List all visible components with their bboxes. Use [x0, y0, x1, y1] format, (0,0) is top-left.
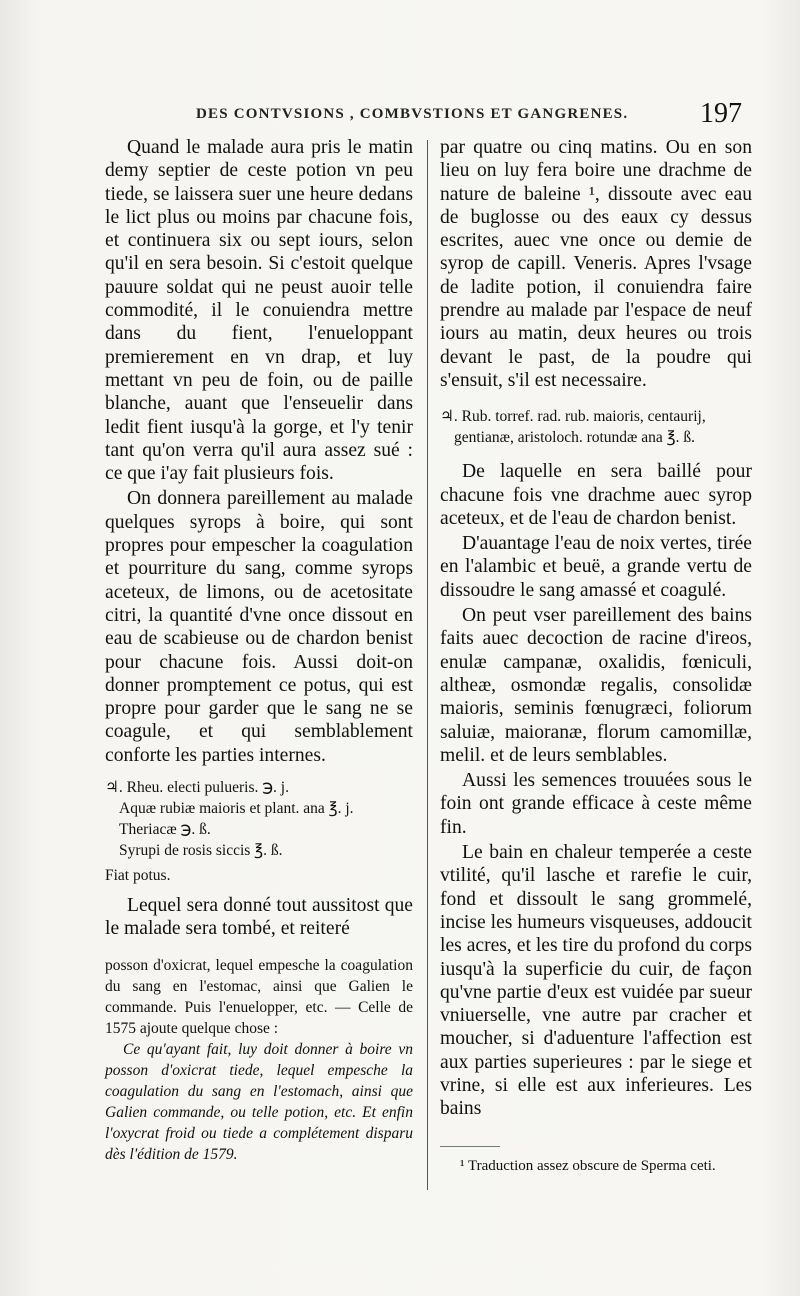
right-paragraph-5: Aussi les semences trouuées sous le foin ont grande efficace à ceste même fin.	[440, 770, 752, 838]
recipe-line: Syrupi de rosis siccis ℥. ß.	[119, 842, 283, 860]
right-column	[440, 136, 752, 1121]
recipe-line: ♃. Rub. torref. rad. rub. maioris, centaurij,	[440, 408, 706, 426]
right-paragraph-3: D'auantage l'eau de noix vertes, tirée en l'alambic et beuë, a grande vertu de dissoudre le sang amassé et coagulé.	[440, 533, 752, 601]
left-recipe	[105, 777, 413, 886]
right-paragraph-6: Le bain en chaleur temperée a ceste vtilité, qu'il lasche et rarefie le cuir, fond et dissoult le sang grommelé, incise les humeurs visqueuses, addoucit les acres, et les tire du profond du corps iusqu'à la superficie du cuir, de façon qu'vne partie d'eux est vuidée par sueur vniuerselle, vne autre par cracher et moucher, si d'aduenture l'affection est aux parties superieures : par le siege et vrine, si elle est aux inferieures. Les bains	[440, 842, 752, 1120]
right-paragraph-1: par quatre ou cinq matins. Ou en son lieu on luy fera boire une drachme de nature de baleine ¹, dissoute avec eau de buglosse ou des eaux cy dessus escrites, auec vne once ou demie de syrop de capill. Veneris. Apres l'vsage de ladite potion, il conuiendra faire prendre au malade par l'espace de neuf iours au matin, deux heures ou trois devant le past, de la poudre qui s'ensuit, s'il est necessaire.	[440, 137, 752, 391]
right-paragraph-4: On peut vser pareillement des bains faits auec decoction de racine d'ireos, enulæ campanæ, oxalidis, fœniculi, altheæ, osmondæ regalis, consolidæ maioris, seminis fœnugræci, foliorum saluiæ, maioranæ, florum camomillæ, melil. et de leurs semblables.	[440, 605, 752, 766]
recipe-line: Aquæ rubiæ maioris et plant. ana ℥. j.	[119, 800, 354, 818]
note-text: posson d'oxicrat, lequel empesche la coagulation du sang en l'estomac, ainsi que Galien le commande. Puis l'enuelopper, etc. — Celle de 1575 ajoute quelque chose :	[105, 956, 413, 1037]
left-paragraph-3: Lequel sera donné tout aussitost que le malade sera tombé, et reiteré	[105, 895, 413, 940]
footnote-rule	[440, 1146, 500, 1147]
recipe-line: gentianæ, aristoloch. rotundæ ana ℥. ß.	[454, 429, 695, 447]
editorial-note	[105, 955, 413, 1165]
left-column	[105, 136, 413, 1165]
right-recipe	[440, 406, 752, 448]
footnote: ¹ Traduction assez obscure de Sperma ceti.	[460, 1158, 716, 1174]
note-quote: Ce qu'ayant fait, luy doit donner à boire vn posson d'oxicrat tiede, lequel empesche la coagulation du sang en l'estomach, ainsi que Galien commande, ou telle potion, etc. Et enfin l'oxycrat froid ou tiede a complétement disparu dès l'édition de 1579.	[105, 1040, 413, 1163]
left-paragraph-2: On donnera pareillement au malade quelques syrops à boire, qui sont propres pour empescher la coagulation et pourriture du sang, comme syrops aceteux, de limons, ou de acetositate citri, la quantité d'vne once dissout en eau de scabieuse ou de chardon benist pour chacune fois. Aussi doit-on donner promptement ce potus, qui est propre pour garder que le sang ne se coagule, et qui semblablement conforte les parties internes.	[105, 488, 413, 766]
running-header	[106, 98, 746, 134]
recipe-line: ♃. Rheu. electi pulueris. ℈. j.	[105, 779, 289, 797]
recipe-fiat: Fiat potus.	[105, 867, 171, 885]
header-title: DES CONTVSIONS , COMBVSTIONS ET GANGRENES.	[196, 106, 629, 122]
right-paragraph-2: De laquelle en sera baillé pour chacune fois vne drachme auec syrop aceteux, et de l'eau de chardon benist.	[440, 461, 752, 529]
left-paragraph-1: Quand le malade aura pris le matin demy septier de ceste potion vn peu tiede, se laissera suer une heure dedans le lict plus ou moins par chacune fois, et continuera six ou sept iours, selon qu'il en sera besoin. Si c'estoit quelque pauure soldat qui ne peust auoir telle commodité, il le conuiendra mettre dans du fient, l'enueloppant premierement en vn drap, et luy mettant vn peu de foin, ou de paille blanche, auant que l'enseuelir dans ledit fient iusqu'à la gorge, et l'y tenir tant qu'on verra qu'il aura assez sué : ce que i'ay fait plusieurs fois.	[105, 137, 413, 485]
recipe-line: Theriacæ ℈. ß.	[119, 821, 211, 839]
column-divider	[427, 140, 428, 1190]
page-number: 197	[700, 98, 742, 129]
